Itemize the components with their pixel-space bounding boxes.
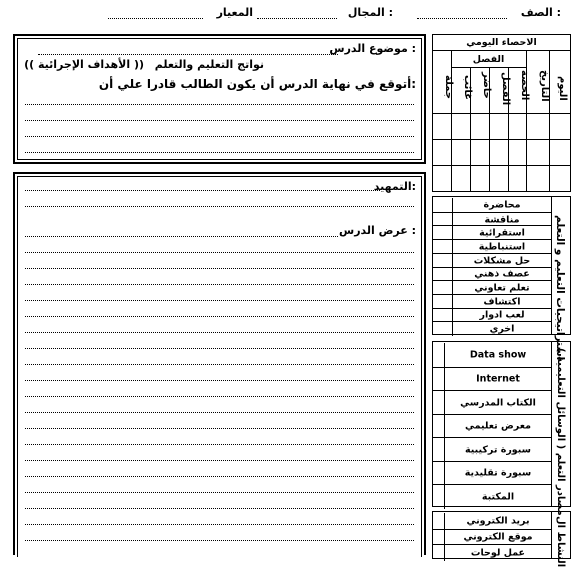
strategy-checkbox[interactable]	[433, 322, 453, 336]
resource-label: الكتاب المدرسي	[460, 397, 536, 409]
resources-title: مصادر التعلم ( الوسائل التعليمية )	[555, 348, 566, 516]
strategy-row	[433, 239, 551, 254]
presentation-line[interactable]	[25, 364, 414, 365]
resource-checkbox[interactable]	[433, 368, 445, 392]
presentation-line[interactable]	[25, 524, 414, 525]
resource-checkbox[interactable]	[433, 343, 445, 367]
activity-checkbox[interactable]	[433, 530, 445, 546]
resource-label: معرض تعليمي	[465, 420, 531, 432]
strategies-title: استراتيجيات التعليم و التعلم	[554, 215, 566, 361]
strategy-label: لعب ادوار	[479, 309, 525, 321]
activities-panel	[432, 511, 571, 567]
resource-checkbox[interactable]	[433, 462, 445, 486]
resource-label: المكتبة	[481, 491, 515, 503]
resource-label: Data show	[469, 349, 527, 361]
stats-col-period: الحصة	[519, 70, 530, 101]
presentation-line[interactable]	[25, 540, 414, 541]
presentation-label: عرض الدرس :	[339, 224, 416, 237]
strategy-checkbox[interactable]	[433, 254, 453, 268]
resource-row	[433, 414, 551, 439]
strategy-label: اكتشاف	[483, 296, 521, 308]
presentation-line[interactable]	[25, 476, 414, 477]
strategy-row	[433, 267, 551, 282]
presentation-line[interactable]	[25, 460, 414, 461]
objective-line-4[interactable]	[25, 152, 414, 153]
resource-row	[433, 367, 551, 392]
activity-checkbox[interactable]	[433, 545, 445, 561]
resources-panel	[432, 341, 571, 516]
resource-row	[433, 343, 551, 367]
presentation-line[interactable]	[25, 412, 414, 413]
resource-checkbox[interactable]	[433, 391, 445, 415]
activity-label: عمل لوحات	[470, 547, 526, 559]
activity-checkbox[interactable]	[433, 513, 445, 529]
objective-line-3[interactable]	[25, 136, 414, 137]
strategy-label: تعلم تعاوني	[474, 282, 530, 294]
strategy-label: اخري	[489, 323, 515, 335]
presentation-line[interactable]	[25, 316, 414, 317]
strategy-row	[433, 321, 551, 336]
activity-row	[433, 529, 551, 546]
presentation-line[interactable]	[25, 508, 414, 509]
strategy-label: استقرائية	[479, 227, 525, 239]
resource-checkbox[interactable]	[433, 415, 445, 439]
objective-line-1[interactable]	[25, 104, 414, 105]
strategy-row	[433, 294, 551, 309]
field-field[interactable]	[257, 18, 337, 19]
stats-col-present: حاضر	[481, 72, 492, 99]
activity-label: بريد الكتروني	[466, 515, 530, 527]
presentation-line[interactable]	[25, 284, 414, 285]
presentation-line[interactable]	[25, 396, 414, 397]
strategy-checkbox[interactable]	[433, 268, 453, 282]
presentation-line[interactable]	[25, 236, 338, 237]
presentation-line[interactable]	[25, 492, 414, 493]
resource-label: سبورة تركيبية	[465, 444, 531, 456]
strategy-checkbox[interactable]	[433, 213, 453, 227]
strategy-label: محاضرة	[483, 199, 521, 211]
strategy-label: مناقشة	[484, 214, 520, 226]
resource-row	[433, 437, 551, 462]
presentation-line[interactable]	[25, 380, 414, 381]
class-label: الصف :	[520, 6, 561, 19]
strategy-checkbox[interactable]	[433, 240, 453, 254]
activity-label: موقع الكتروني	[463, 531, 533, 543]
stats-col-absent: غائب	[462, 75, 473, 100]
intro-label: التمهيد:	[373, 180, 416, 193]
strategy-checkbox[interactable]	[433, 281, 453, 295]
standard-field[interactable]	[108, 18, 203, 19]
resource-row	[433, 461, 551, 486]
presentation-line[interactable]	[25, 268, 414, 269]
presentation-line[interactable]	[25, 348, 414, 349]
strategy-label: استنباطية	[478, 241, 526, 253]
strategy-checkbox[interactable]	[433, 226, 453, 240]
strategy-label: حل مشكلات	[473, 255, 531, 267]
presentation-line[interactable]	[25, 300, 414, 301]
stats-class-label: الفصل	[472, 54, 505, 65]
stats-col-total: جملة	[443, 75, 454, 100]
strategy-checkbox[interactable]	[433, 198, 453, 212]
expectation-label: أتوقع في نهاية الدرس أن يكون الطالب قادرا علي أن:	[98, 77, 416, 91]
objectives-box	[13, 34, 426, 164]
standard-label: المعيار	[216, 6, 253, 19]
strategy-row	[433, 308, 551, 323]
resource-label: Internet	[476, 373, 520, 385]
objective-line-2[interactable]	[25, 120, 414, 121]
intro-line-1[interactable]	[25, 190, 380, 191]
resource-checkbox[interactable]	[433, 438, 445, 462]
stats-col-date: التاريخ	[539, 70, 550, 102]
daily-stats	[432, 34, 571, 192]
strategy-row	[433, 280, 551, 295]
activity-row	[433, 513, 551, 529]
resource-checkbox[interactable]	[433, 485, 445, 509]
activity-row	[433, 544, 551, 561]
resource-row	[433, 484, 551, 509]
class-field[interactable]	[417, 18, 507, 19]
presentation-line[interactable]	[25, 332, 414, 333]
stats-col-day: اليوم	[557, 76, 568, 101]
outcomes-label: نواتج التعليم والتعلم	[154, 58, 264, 71]
stats-col-class: الفصل	[500, 72, 511, 106]
lesson-topic-field[interactable]	[38, 54, 338, 55]
activities-title: النشاط ال	[555, 516, 566, 567]
stats-header	[433, 50, 572, 105]
resource-row	[433, 390, 551, 415]
stats-title: الاحصاء اليومي	[466, 37, 537, 48]
intro-line-2[interactable]	[25, 206, 414, 207]
lesson-topic-label: موضوع الدرس :	[329, 42, 416, 55]
strategy-label: عصف ذهني	[474, 268, 530, 280]
strategy-row	[433, 253, 551, 268]
lesson-body-box	[13, 172, 426, 555]
resource-label: سبورة تقليدية	[464, 467, 532, 479]
presentation-line[interactable]	[25, 444, 414, 445]
strategy-checkbox[interactable]	[433, 295, 453, 309]
strategy-row	[433, 225, 551, 240]
presentation-line[interactable]	[25, 428, 414, 429]
strategy-checkbox[interactable]	[433, 309, 453, 323]
strategy-row	[433, 198, 551, 212]
field-label: المجال :	[347, 6, 393, 19]
presentation-line[interactable]	[25, 252, 414, 253]
objectives-label: (( الأهداف الإجرائية ))	[24, 58, 144, 71]
strategy-row	[433, 212, 551, 227]
